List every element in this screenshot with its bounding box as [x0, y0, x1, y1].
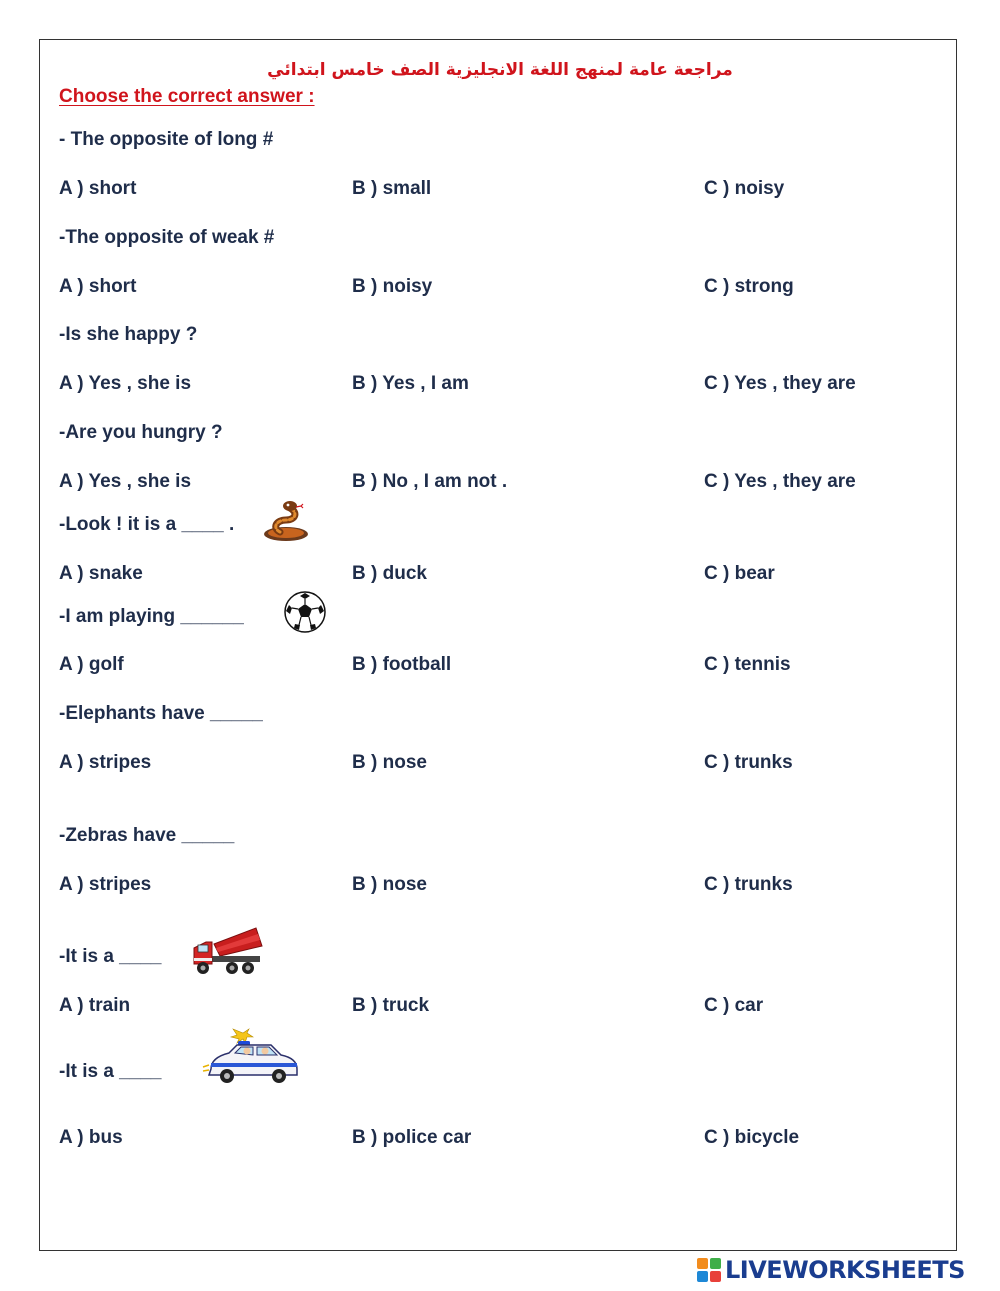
question-10-prompt: -It is a ____ [59, 1061, 162, 1082]
question-5-prompt: -Look ! it is a ____ . [59, 514, 235, 535]
instruction-heading: Choose the correct answer : [59, 86, 315, 107]
question-6-option-b[interactable]: B ) football [352, 654, 452, 675]
question-5-option-c[interactable]: C ) bear [704, 563, 775, 584]
question-4-option-a[interactable]: A ) Yes , she is [59, 471, 192, 492]
question-1-option-b[interactable]: B ) small [352, 178, 432, 199]
question-6-prompt: -I am playing ______ [59, 606, 244, 627]
question-8-option-a[interactable]: A ) stripes [59, 874, 152, 895]
question-1-prompt: - The opposite of long # [59, 129, 274, 150]
logo-blocks-icon [697, 1258, 721, 1282]
question-3-option-b[interactable]: B ) Yes , I am [352, 373, 469, 394]
football-icon [283, 590, 327, 634]
question-10-option-c[interactable]: C ) bicycle [704, 1127, 800, 1148]
question-9-option-b[interactable]: B ) truck [352, 995, 430, 1016]
brand-name: LIVEWORKSHEETS [725, 1256, 965, 1284]
question-3-option-c[interactable]: C ) Yes , they are [704, 373, 856, 394]
worksheet-border [39, 39, 957, 1251]
question-3-prompt: -Is she happy ? [59, 324, 198, 345]
question-7-option-b[interactable]: B ) nose [352, 752, 427, 773]
question-3-option-a[interactable]: A ) Yes , she is [59, 373, 192, 394]
question-2-prompt: -The opposite of weak # [59, 227, 275, 248]
question-4-option-b[interactable]: B ) No , I am not . [352, 471, 508, 492]
question-8-prompt: -Zebras have _____ [59, 825, 235, 846]
truck-icon [190, 924, 264, 978]
question-2-option-b[interactable]: B ) noisy [352, 276, 433, 297]
question-7-option-c[interactable]: C ) trunks [704, 752, 793, 773]
question-4-prompt: -Are you hungry ? [59, 422, 223, 443]
question-2-option-c[interactable]: C ) strong [704, 276, 794, 297]
question-1-option-c[interactable]: C ) noisy [704, 178, 785, 199]
question-9-option-a[interactable]: A ) train [59, 995, 131, 1016]
question-9-option-c[interactable]: C ) car [704, 995, 764, 1016]
police-car-icon [201, 1027, 301, 1089]
question-10-option-a[interactable]: A ) bus [59, 1127, 123, 1148]
question-1-option-a[interactable]: A ) short [59, 178, 137, 199]
question-6-option-c[interactable]: C ) tennis [704, 654, 791, 675]
liveworksheets-logo[interactable] [697, 1257, 965, 1283]
question-9-prompt: -It is a ____ [59, 946, 162, 967]
question-7-prompt: -Elephants have _____ [59, 703, 263, 724]
question-7-option-a[interactable]: A ) stripes [59, 752, 152, 773]
question-10-option-b[interactable]: B ) police car [352, 1127, 472, 1148]
question-8-option-c[interactable]: C ) trunks [704, 874, 793, 895]
question-5-option-a[interactable]: A ) snake [59, 563, 143, 584]
arabic-title: مراجعة عامة لمنهج اللغة الانجليزية الصف خامس ابتدائي [267, 60, 733, 80]
snake-icon [262, 498, 310, 542]
question-5-option-b[interactable]: B ) duck [352, 563, 427, 584]
question-4-option-c[interactable]: C ) Yes , they are [704, 471, 856, 492]
question-8-option-b[interactable]: B ) nose [352, 874, 427, 895]
question-6-option-a[interactable]: A ) golf [59, 654, 124, 675]
question-2-option-a[interactable]: A ) short [59, 276, 137, 297]
